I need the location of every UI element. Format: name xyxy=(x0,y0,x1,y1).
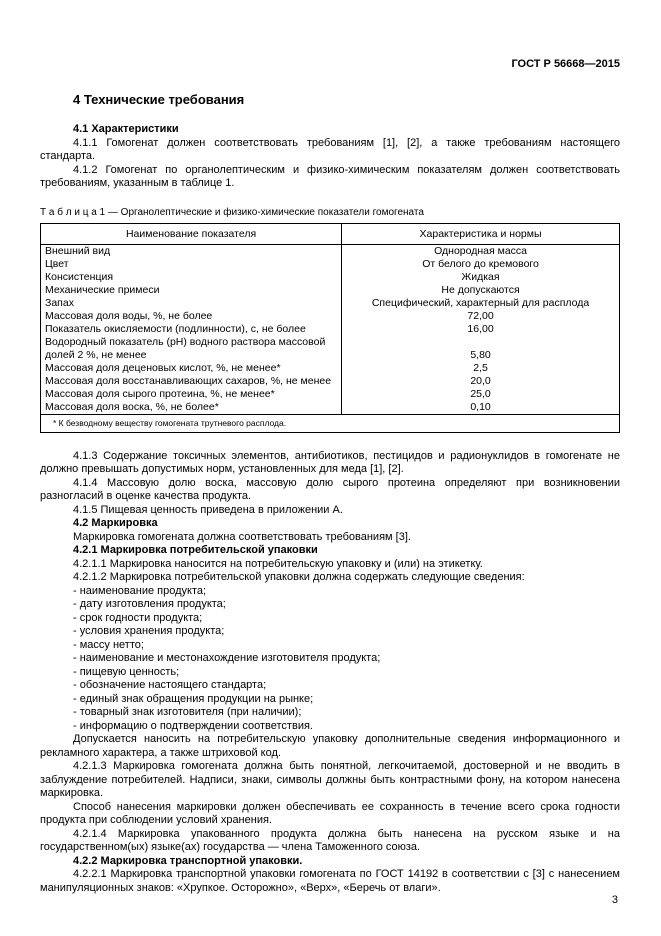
marking-list xyxy=(40,585,620,734)
section-422-heading: 4.2.2 Маркировка транспортной упаковки. xyxy=(73,854,303,867)
paragraph-411: 4.1.1 Гомогенат должен соответствовать требованиям [1], [2], а также требованиям настоящего стандарта. xyxy=(40,136,620,162)
table-row xyxy=(41,271,620,284)
indicator-name: Запах xyxy=(41,297,342,310)
table-row xyxy=(41,258,620,271)
table-footnote-row xyxy=(41,414,620,432)
indicator-value: 20,0 xyxy=(342,375,620,388)
table-row xyxy=(41,323,620,336)
indicator-value: Не допускаются xyxy=(342,284,620,297)
marking-list-item: - товарный знак изготовителя (при наличии); xyxy=(73,706,302,718)
paragraph-additional-info: Допускается наносить на потребительскую упаковку дополнительные сведения информационного и рекламного характера, а также штриховой код. xyxy=(40,733,620,759)
indicator-name: Массовая доля воды, %, не более xyxy=(41,310,342,323)
table-row xyxy=(41,244,620,258)
table-row xyxy=(41,336,620,362)
table-row xyxy=(41,388,620,401)
paragraph-415: 4.1.5 Пищевая ценность приведена в приложении А. xyxy=(73,503,343,516)
table-body xyxy=(41,244,620,414)
table-row xyxy=(41,375,620,388)
table-footnote: * К безводному веществу гомогената трутневого расплода. xyxy=(41,414,620,432)
column-header-indicator: Наименование показателя xyxy=(41,223,342,244)
paragraph-42-intro: Маркировка гомогената должна соответствовать требованиям [3]. xyxy=(73,530,411,543)
table-row xyxy=(41,401,620,415)
paragraph-application-method: Способ нанесения маркировки должен обеспечивать ее сохранность в течение всего срока годности продукта при соблюдении условий хранения. xyxy=(40,800,620,826)
indicator-name: Массовая доля деценовых кислот, %, не менее* xyxy=(41,362,342,375)
paragraph-413: 4.1.3 Содержание токсичных элементов, антибиотиков, пестицидов и радионуклидов в гомогенате не должно превышать допустимых норм, установленных для меда [1], [2]. xyxy=(40,449,620,475)
indicator-value: Специфический, характерный для расплода xyxy=(342,297,620,310)
indicator-name: Массовая доля восстанавливающих сахаров, %, не менее xyxy=(41,375,342,388)
table-row xyxy=(41,297,620,310)
indicators-table xyxy=(40,223,620,433)
indicator-name: Водородный показатель (рН) водного раствора массовой долей 2 %, не менее xyxy=(41,336,342,362)
paragraph-412: 4.1.2 Гомогенат по органолептическим и физико-химическим показателям должен соответствовать требованиям, указанным в таблице 1. xyxy=(40,163,620,189)
marking-list-item: - пищевую ценность; xyxy=(73,665,180,678)
marking-list-item: - дату изготовления продукта; xyxy=(73,598,226,610)
column-header-norms: Характеристика и нормы xyxy=(342,223,620,244)
indicator-value: Жидкая xyxy=(342,271,620,284)
section-41-heading: 4.1 Характеристики xyxy=(73,123,179,135)
paragraph-4212: 4.2.1.2 Маркировка потребительской упаковки должна содержать следующие сведения: xyxy=(73,571,525,583)
marking-list-item: - обозначение настоящего стандарта; xyxy=(73,679,267,691)
indicator-name: Внешний вид xyxy=(41,244,342,258)
section-42-heading: 4.2 Маркировка xyxy=(73,517,158,529)
indicator-value: 16,00 xyxy=(342,323,620,336)
indicator-value: 5,80 xyxy=(342,336,620,362)
indicator-value: От белого до кремового xyxy=(342,258,620,271)
table-caption: Т а б л и ц а 1 — Органолептические и физико-химические показатели гомогената xyxy=(40,206,424,218)
indicator-name: Массовая доля воска, %, не более* xyxy=(41,401,342,415)
section-421-heading: 4.2.1 Маркировка потребительской упаковки xyxy=(73,544,318,556)
table-row xyxy=(41,362,620,375)
indicator-value: 25,0 xyxy=(342,388,620,401)
paragraph-4214: 4.2.1.4 Маркировка упакованного продукта должна быть нанесена на русском языке и на государственном(ых) языке(ах) государства — члена Таможенного союза. xyxy=(40,827,620,853)
table-row xyxy=(41,284,620,297)
indicator-value: 0,10 xyxy=(342,401,620,415)
marking-list-item: - информацию о подтверждении соответствия. xyxy=(73,719,313,732)
indicator-name: Показатель окисляемости (подлинности), с, не более xyxy=(41,323,342,336)
table-header xyxy=(41,223,620,244)
marking-list-item: - срок годности продукта; xyxy=(73,611,203,624)
marking-list-item: - наименование и местонахождение изготовителя продукта; xyxy=(73,652,381,664)
paragraph-414: 4.1.4 Массовую долю воска, массовую долю сырого протеина определяют при возникновении разногласий в оценке качества продукта. xyxy=(40,476,620,502)
marking-list-item: - единый знак обращения продукции на рынке; xyxy=(73,692,314,705)
indicator-value: Однородная масса xyxy=(342,244,620,258)
indicator-name: Цвет xyxy=(41,258,342,271)
indicator-value: 72,00 xyxy=(342,310,620,323)
page-number: 3 xyxy=(611,894,618,906)
paragraph-4211: 4.2.1.1 Маркировка наносится на потребительскую упаковку и (или) на этикетку. xyxy=(73,557,483,570)
marking-list-item: - наименование продукта; xyxy=(73,584,207,597)
paragraph-4213: 4.2.1.3 Маркировка гомогената должна быть понятной, легкочитаемой, достоверной и не вводить в заблуждение потребителей. Надписи, знаки, символы должны быть контрастными фону, на котором нанесена маркировка. xyxy=(40,760,620,799)
marking-list-item: - массу нетто; xyxy=(73,638,144,651)
section-4-heading: 4 Технические требования xyxy=(73,92,245,107)
indicator-name: Механические примеси xyxy=(41,284,342,297)
indicator-name: Консистенция xyxy=(41,271,342,284)
paragraph-4221: 4.2.2.1 Маркировка транспортной упаковки гомогената по ГОСТ 14192 в соответствии с [3] с нанесением манипуляционных знаков: «Хрупкое. Осторожно», «Верх», «Беречь от влаги». xyxy=(40,868,620,894)
marking-list-item: - условия хранения продукта; xyxy=(73,625,225,637)
table-row xyxy=(41,310,620,323)
standard-number: ГОСТ Р 56668—2015 xyxy=(511,58,620,70)
indicator-value: 2,5 xyxy=(342,362,620,375)
indicator-name: Массовая доля сырого протеина, %, не менее* xyxy=(41,388,342,401)
